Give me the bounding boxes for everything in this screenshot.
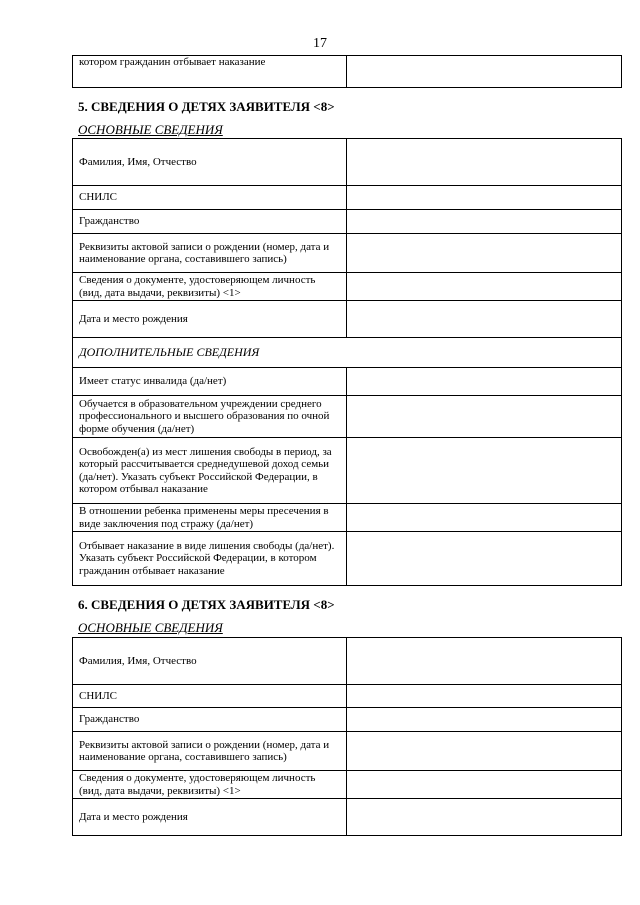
table-row	[73, 301, 622, 338]
row-label: Реквизиты актовой записи о рождении (номер, дата и наименование органа, составившего запись)	[73, 234, 347, 273]
row-value-cell[interactable]	[347, 139, 622, 186]
table-row	[73, 638, 622, 685]
section-6-basic-header: ОСНОВНЫЕ СВЕДЕНИЯ	[78, 620, 223, 635]
row-value-cell[interactable]	[347, 708, 622, 732]
table-row	[73, 708, 622, 732]
row-value-cell[interactable]	[347, 186, 622, 210]
row-value-cell[interactable]	[347, 56, 622, 88]
row-label: Реквизиты актовой записи о рождении (номер, дата и наименование органа, составившего запись)	[73, 732, 347, 771]
table-row	[73, 438, 622, 504]
section-6-title: 6. СВЕДЕНИЯ О ДЕТЯХ ЗАЯВИТЕЛЯ <8>	[78, 597, 335, 612]
row-label: Обучается в образовательном учреждении среднего профессионального и высшего образования по очной форме обучения (да/нет)	[73, 396, 347, 438]
row-value-cell[interactable]	[347, 532, 622, 586]
row-value-cell[interactable]	[347, 368, 622, 396]
row-value-cell[interactable]	[347, 504, 622, 532]
row-value-cell[interactable]	[347, 210, 622, 234]
section-5-basic-header: ОСНОВНЫЕ СВЕДЕНИЯ	[78, 122, 223, 137]
row-label: Сведения о документе, удостоверяющем личность (вид, дата выдачи, реквизиты) <1>	[73, 273, 347, 301]
section-6-table	[72, 637, 622, 836]
table-row	[73, 186, 622, 210]
row-label: котором гражданин отбывает наказание	[73, 56, 347, 88]
top-continuation-table	[72, 55, 622, 88]
row-label: СНИЛС	[73, 186, 347, 210]
row-label: Гражданство	[73, 708, 347, 732]
row-label: Дата и место рождения	[73, 301, 347, 338]
row-label: Фамилия, Имя, Отчество	[73, 638, 347, 685]
table-row	[73, 532, 622, 586]
row-value-cell[interactable]	[347, 685, 622, 708]
table-row	[73, 56, 622, 88]
section-5-extra-header: ДОПОЛНИТЕЛЬНЫЕ СВЕДЕНИЯ	[73, 338, 622, 368]
table-row	[73, 273, 622, 301]
row-value-cell[interactable]	[347, 273, 622, 301]
row-label: Отбывает наказание в виде лишения свободы (да/нет). Указать субъект Российской Федерации, в котором гражданин отбывает наказание	[73, 532, 347, 586]
row-label: Имеет статус инвалида (да/нет)	[73, 368, 347, 396]
row-value-cell[interactable]	[347, 732, 622, 771]
row-value-cell[interactable]	[347, 234, 622, 273]
section-5-table	[72, 138, 622, 586]
row-label: Дата и место рождения	[73, 799, 347, 836]
row-label: В отношении ребенка применены меры пресечения в виде заключения под стражу (да/нет)	[73, 504, 347, 532]
row-value-cell[interactable]	[347, 638, 622, 685]
row-value-cell[interactable]	[347, 799, 622, 836]
table-row	[73, 732, 622, 771]
table-row	[73, 338, 622, 368]
table-row	[73, 368, 622, 396]
row-value-cell[interactable]	[347, 301, 622, 338]
table-row	[73, 234, 622, 273]
row-label: Фамилия, Имя, Отчество	[73, 139, 347, 186]
row-label: Сведения о документе, удостоверяющем личность (вид, дата выдачи, реквизиты) <1>	[73, 771, 347, 799]
table-row	[73, 799, 622, 836]
row-value-cell[interactable]	[347, 438, 622, 504]
table-row	[73, 685, 622, 708]
table-row	[73, 771, 622, 799]
row-label: Освобожден(а) из мест лишения свободы в период, за который рассчитывается среднедушевой доход семьи (да/нет). Указать субъект Российской Федерации, в котором отбывал наказание	[73, 438, 347, 504]
row-label: Гражданство	[73, 210, 347, 234]
row-label: СНИЛС	[73, 685, 347, 708]
row-value-cell[interactable]	[347, 771, 622, 799]
row-value-cell[interactable]	[347, 396, 622, 438]
page-number: 17	[313, 36, 327, 51]
section-5-title: 5. СВЕДЕНИЯ О ДЕТЯХ ЗАЯВИТЕЛЯ <8>	[78, 99, 335, 114]
table-row	[73, 210, 622, 234]
table-row	[73, 504, 622, 532]
table-row	[73, 139, 622, 186]
table-row	[73, 396, 622, 438]
